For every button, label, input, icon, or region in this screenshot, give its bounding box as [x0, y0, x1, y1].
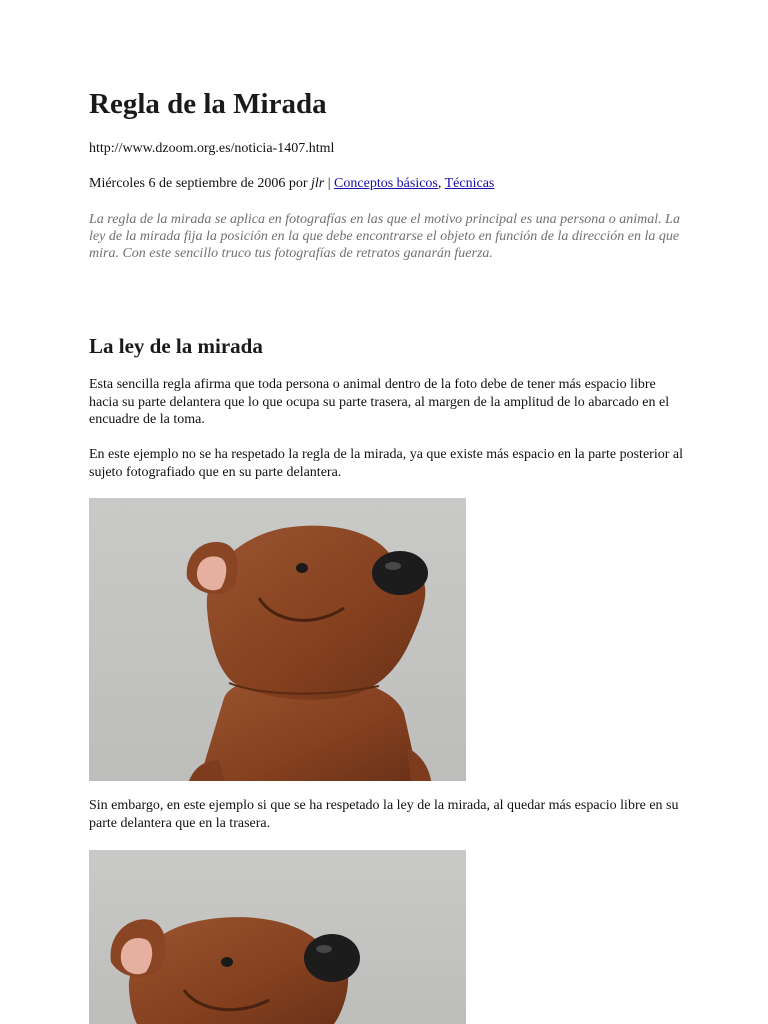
article-author: jlr	[311, 176, 325, 191]
bear-illustration	[89, 850, 466, 1024]
paragraph-bad-example: En este ejemplo no se ha respetado la regla de la mirada, ya que existe más espacio en la parte posterior al sujeto fotografiado que en su parte delantera.	[89, 447, 683, 480]
meta-separator: |	[324, 176, 335, 191]
photo-bear-good-example	[89, 850, 466, 1024]
category-comma: ,	[437, 176, 445, 191]
paragraph-good-example: Sin embargo, en este ejemplo si que se ha respetado la ley de la mirada, al quedar más espacio libre en su parte delantera que en la trasera.	[89, 798, 679, 831]
source-url: http://www.dzoom.org.es/noticia-1407.html	[89, 141, 335, 156]
paragraph-rule: Esta sencilla regla afirma que toda persona o animal dentro de la foto debe de tener más espacio libre hacia su parte delantera que lo que ocupa su parte trasera, al margen de la amplitud de lo abarcado en el encuadre de la toma.	[89, 377, 670, 427]
bear-illustration	[89, 498, 466, 781]
category-link-conceptos[interactable]: Conceptos básicos	[334, 176, 438, 191]
article-intro: La regla de la mirada se aplica en fotografías en las que el motivo principal es una persona o animal. La ley de la mirada fija la posición en la que debe encontrarse el objeto en función de la dirección en la que mira. Con este sencillo truco tus fotografías de retratos ganarán fuerza.	[89, 212, 680, 261]
article-meta	[89, 176, 494, 192]
page-title: Regla de la Mirada	[89, 88, 327, 120]
section-heading: La ley de la mirada	[89, 334, 263, 358]
article-date: Miércoles 6 de septiembre de 2006 por	[89, 176, 311, 191]
category-link-tecnicas[interactable]: Técnicas	[444, 176, 495, 191]
photo-bear-bad-example	[89, 498, 466, 781]
